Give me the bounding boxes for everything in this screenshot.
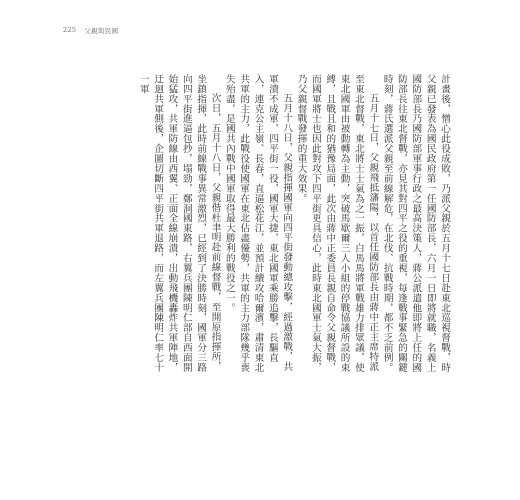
paragraph: 計畫後，憎心此役成敗，乃派父親於五月十七日赴東北巡視督戰，時父親已發表為國民政府第一任國防部長，六月一日即將就職，名義上國防部長乃國防部軍事行政之最高決策人，蔣公派遣他即將上任的國防部長往東北督戰，亦見其對四平之役的重視，每逢戰事緊急的關鍵時刻，蔣氏選派父親至前線解危，在北伐、抗戰時期，都不乏前例。 xyxy=(381,74,450,373)
running-header xyxy=(63,26,118,35)
paragraph: 五月十七日，父親飛抵瀋陽，以首任國防部長由蔣中正主席特派至東北督戰，東北將士士氣為之一振，白馬馬將軍戰雄力排眾議，使東北國軍由被動轉為主動，突破馬歇爾三人小組的停戰協議所設的束縛，且戰且和的猶豫局面，此次由蔣中正委員長親自命令父親督戰，而國軍將士也因此對攻下四平街更具信心，此時東北國軍士氣大振，乃父親督戰發揮的重大效果。 xyxy=(295,74,379,373)
page-number: 225 xyxy=(63,26,77,34)
running-title: 父親與民國 xyxy=(84,27,119,35)
vertical-body-text xyxy=(63,74,451,379)
paragraph: 次日，五月十八日，父親偕杜聿明赴前線督戰，至開原指揮所，坐鎮指揮，此時前線戰事異常激烈，已經到了決勝時刻，國軍分三路向四平街進逼包抄，塌勁，鄭洞國東路，右翼兵團陳明仁部自西面開始猛攻，共軍防線由西翼、正面全線崩潰，出動飛機轟炸共軍陣地，迂迴共軍側後，企圖切斷四平街共軍退路，而左翼兵團陳明仁率七十一軍 xyxy=(137,74,221,373)
paragraph: 五月十八日，父親指揮國軍向四平街發動總攻擊，經過激戰，共軍潰不成軍，四平街一役，國軍大捷，東北國軍乘勝追擊，長驅直入，連克公主嶺、長春，直逼松花江，並預計續攻哈爾濱，肅清東北共軍的主力，此戰役使國軍在東北佔盡優勢，共軍的主力部隊幾乎喪失殆盡，是國共內戰中國軍取得最大勝利的戰役之一。 xyxy=(223,74,293,373)
